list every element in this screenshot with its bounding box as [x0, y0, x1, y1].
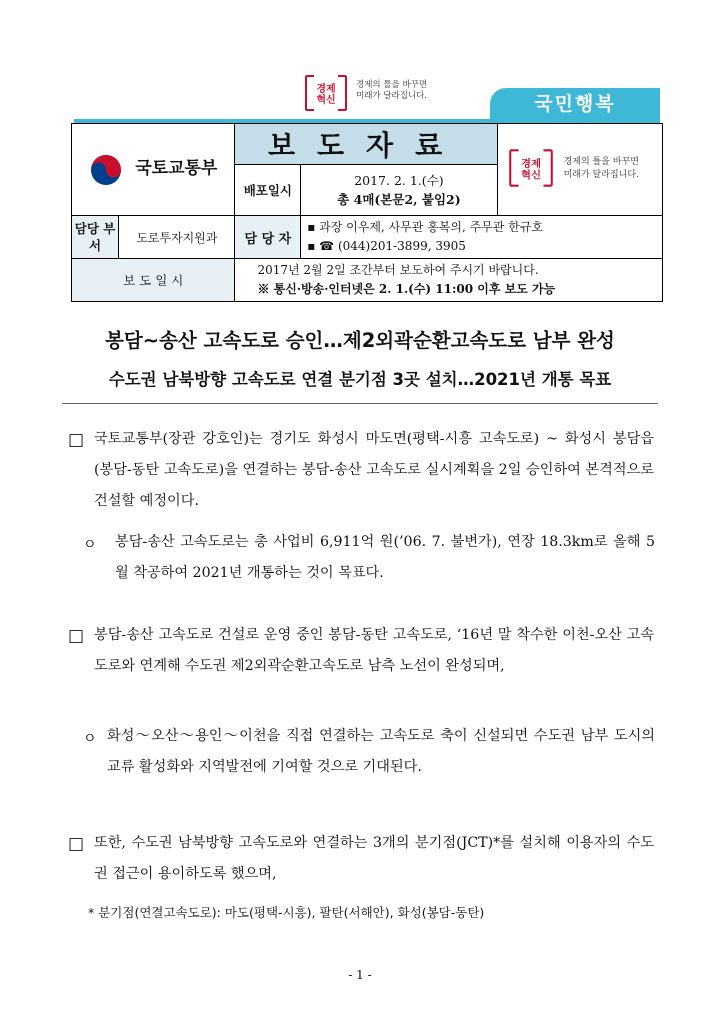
svg-text:경제: 경제	[316, 84, 336, 95]
box-bullet: □	[68, 626, 85, 646]
dept-label-text: 담당 부서	[74, 221, 116, 253]
release-line1: 2017년 2월 2일 조간부터 보도하여 주시기 바랍니다.	[257, 263, 539, 277]
dept-label	[72, 216, 119, 259]
box-bullet: □	[68, 834, 85, 854]
svg-text:혁신: 혁신	[316, 95, 336, 106]
innovation-logo-right	[504, 146, 558, 190]
top-slogan-line1: 경제의 틀을 바꾸면	[356, 80, 428, 90]
headline: 봉담~송산 고속도로 승인…제2외곽순환고속도로 남부 완성	[105, 329, 615, 352]
circle-bullet: ㅇ	[83, 731, 97, 747]
top-slogan-line2: 미래가 달라집니다.	[356, 91, 428, 101]
date-cell	[301, 165, 497, 216]
contact-cell	[301, 216, 663, 259]
date-line1: 2017. 2. 1.(수)	[354, 173, 444, 188]
taegeuk-icon	[89, 153, 123, 187]
banner	[490, 88, 660, 120]
svg-text:경제: 경제	[520, 157, 541, 170]
subheadline: 수도권 남북방향 고속도로 연결 분기점 3곳 설치…2021년 개통 목표	[108, 370, 612, 389]
right-slogan	[564, 156, 639, 182]
divider	[62, 403, 658, 404]
contact-label: 담 당 자	[235, 216, 301, 259]
right-slogan-line1: 경제의 틀을 바꾸면	[563, 157, 639, 167]
right-logo-cell	[497, 124, 662, 216]
paragraph-1a: 봉담-송산 고속도로는 총 사업비 6,911억 원(’06. 7. 불변가), 연장 18.3km로 올해 5월 착공하여 2021년 개통하는 것이 목표다.	[115, 534, 655, 581]
date-line2: 총 4매(본문2, 붙임2)	[337, 192, 461, 207]
right-slogan-line2: 미래가 달라집니다.	[563, 170, 639, 180]
innovation-logo	[300, 72, 352, 114]
contact-line2: ▪ ☎ (044)201-3899, 3905	[307, 239, 466, 253]
ministry-cell	[72, 124, 235, 216]
footnote: * 분기점(연결고속도로): 마도(평택-시흥), 팔탄(서해안), 화성(봉담-동탄)	[88, 905, 485, 920]
top-slogan	[356, 80, 427, 102]
press-title: 보도자료	[267, 129, 465, 162]
ministry-name: 국토교통부	[135, 158, 218, 178]
paragraph-1: 국토교통부(장관 강호인)는 경기도 화성시 마도면(평택-시흥 고속도로) ~ 화성시 봉담읍(봉담-동탄 고속도로)을 연결하는 봉담-송산 고속도로 실시계획을 2일 승인하여 본격적으로 건설할 예정이다.	[94, 431, 654, 509]
paragraph-3: 또한, 수도권 남북방향 고속도로와 연결하는 3개의 분기점(JCT)*를 설치해 이용자의 수도권 접근이 용이하도록 했으며,	[94, 835, 654, 882]
svg-text:혁신: 혁신	[520, 169, 541, 182]
paragraph-2: 봉담-송산 고속도로 건설로 운영 중인 봉담-동탄 고속도로, ‘16년 말 착수한 이천-오산 고속도로와 연계해 수도권 제2외곽순환고속도로 남측 노선이 완성되며,	[94, 627, 654, 674]
box-bullet: □	[68, 430, 85, 450]
page-number: - 1 -	[348, 968, 372, 982]
release-label: 보 도 일 시	[72, 259, 235, 302]
paragraph-2a: 화성～오산～용인～이천을 직접 연결하는 고속도로 축이 신설되면 수도권 남부 도시의 교류 활성화와 지역발전에 기여할 것으로 기대된다.	[107, 728, 655, 775]
circle-bullet: ㅇ	[83, 537, 97, 553]
contact-line1: ▪ 과장 이우제, 사무관 홍복의, 주무관 한규호	[307, 220, 543, 234]
banner-text: 국민행복	[534, 93, 616, 115]
dept-cell: 도로투자지원과	[119, 216, 235, 259]
press-header-table	[71, 123, 663, 302]
date-label: 배포일시	[235, 165, 301, 216]
release-cell	[235, 259, 663, 302]
release-line2: ※ 통신·방송·인터넷은 2. 1.(수) 11:00 이후 보도 가능	[257, 282, 556, 296]
title-cell	[235, 124, 497, 165]
